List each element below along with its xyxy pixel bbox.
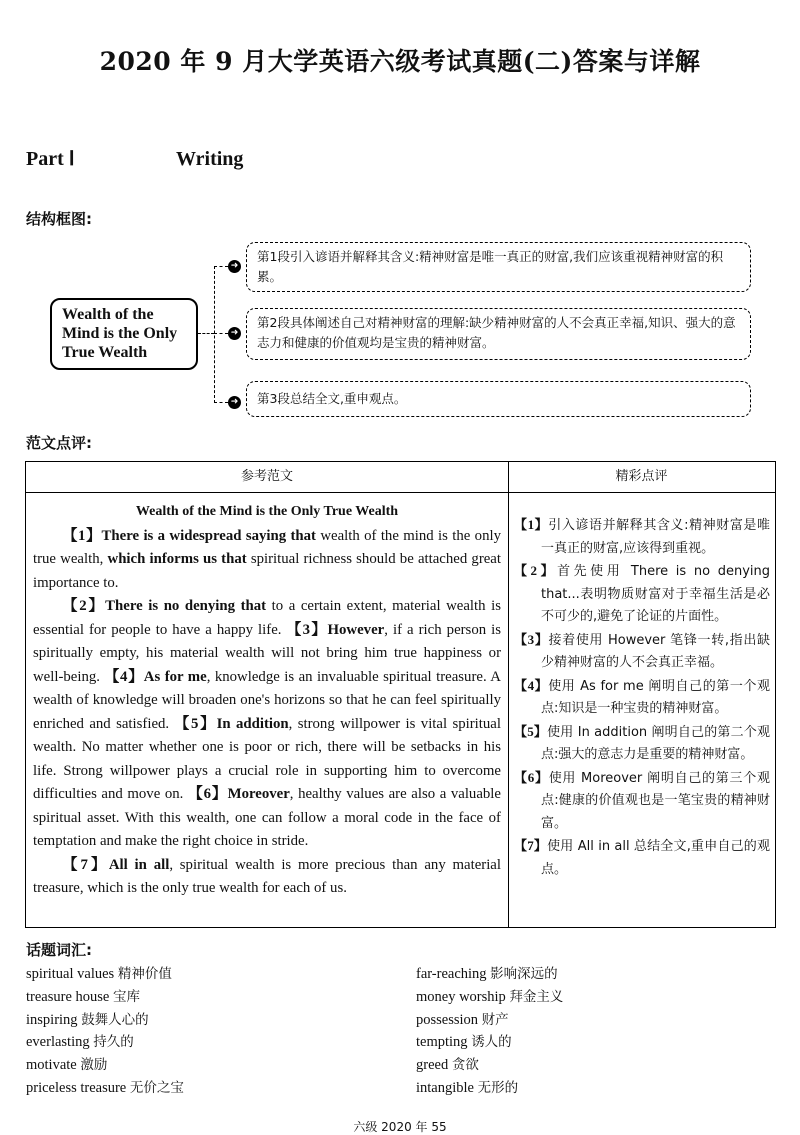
- column-header-comment: 精彩点评: [615, 469, 668, 484]
- essay-paragraph-3: 【7】All in all, spiritual wealth is more precious than any material treasure, which is the only true wealth for each of us.: [33, 856, 501, 896]
- vocab-item: treasure house 宝库: [26, 988, 140, 1005]
- structure-heading: 结构框图:: [26, 210, 92, 228]
- essay-title: Wealth of the Mind is the Only True Wealth: [135, 504, 399, 519]
- vocab-list-right: [416, 963, 563, 1100]
- column-header-essay: 参考范文: [240, 469, 293, 484]
- comment-item: 【2】首先使用 There is no denying that...表明物质财富对于幸福生活是必不可少的,避免了论证的片面性。: [514, 563, 770, 624]
- comment-item: 【3】接着使用 However 笔锋一转,指出缺少精神财富的人不会真正幸福。: [514, 631, 770, 670]
- center-topic-box: [50, 298, 198, 370]
- center-line: Mind is the Only: [62, 325, 178, 342]
- vocab-item: possession 财产: [416, 1011, 509, 1028]
- comment-list: [514, 514, 770, 881]
- vocab-item: intangible 无形的: [416, 1079, 519, 1096]
- vocab-item: far-reaching 影响深远的: [416, 966, 558, 982]
- arrow-icon: ➜: [228, 396, 241, 409]
- structure-diagram: [40, 236, 770, 426]
- vocab-item: priceless treasure 无价之宝: [26, 1079, 184, 1096]
- page-title: 2020 年 9 月大学英语六级考试真题(二)答案与详解: [99, 47, 701, 76]
- essay-paragraph-1: 【1】There is a widespread saying that wealth of the mind is the only true wealth, which informs us that spiritual richness should be attached great importance to.: [33, 527, 501, 591]
- vocab-item: spiritual values 精神价值: [26, 966, 172, 982]
- part-name: Writing: [176, 148, 244, 170]
- arrow-icon: ➜: [228, 260, 241, 273]
- comment-item: 【5】使用 In addition 阐明自己的第二个观点:强大的意志力是重要的精神财富。: [514, 723, 770, 762]
- center-line: True Wealth: [62, 344, 148, 361]
- branch-box-1: 第1段引入谚语并解释其含义:精神财富是唯一真正的财富,我们应该重视精神财富的积累。: [246, 242, 751, 292]
- vocab-heading: 话题词汇:: [26, 941, 92, 959]
- review-table: [25, 461, 776, 928]
- comment-item: 【6】使用 Moreover 阐明自己的第三个观点:健康的价值观也是一笔宝贵的精神财富。: [514, 769, 770, 831]
- branch-box-2: 第2段具体阐述自己对精神财富的理解:缺少精神财富的人不会真正幸福,知识、强大的意志力和健康的价值观均是宝贵的精神财富。: [246, 308, 751, 360]
- column-divider: [508, 462, 509, 927]
- arrow-icon: ➜: [228, 327, 241, 340]
- vocab-item: motivate 激励: [26, 1057, 108, 1074]
- connector-vertical: [214, 266, 215, 403]
- connector-horizontal: [214, 402, 228, 403]
- connector-horizontal: [198, 333, 214, 334]
- connector-horizontal: [214, 333, 228, 334]
- comment-item: 【4】使用 As for me 阐明自己的第一个观点:知识是一种宝贵的精神财富。: [514, 677, 770, 716]
- model-essay: [33, 500, 501, 901]
- vocab-item: inspiring 鼓舞人心的: [26, 1011, 149, 1028]
- vocab-list-left: [26, 963, 184, 1100]
- essay-paragraph-2: 【2】There is no denying that to a certain extent, material wealth is essential for people to have a happy life. 【3】However, if a rich person is spiritually empty, his material wealth will not bring him true happiness or well-being. 【4】As for me, knowledge is an invaluable spiritual treasure. A wealth of knowledge will broaden one's horizons so that he can feel spiritually enriched and satisfied. 【5】In addition, strong willpower is vital spiritual wealth. No matter whether one is poor or rich, there will be setbacks in his life. Strong willpower plays a crucial role in supporting him to overcome difficulties and move on. 【6】Moreover, healthy values are also a valuable spiritual asset. With this wealth, one can follow a moral code in the face of temptation and make the right choice in stride.: [33, 598, 502, 849]
- review-heading: 范文点评:: [26, 434, 92, 452]
- part-heading: [26, 146, 243, 171]
- vocab-item: tempting 诱人的: [416, 1034, 512, 1051]
- branch-box-3: 第3段总结全文,重申观点。: [246, 381, 751, 417]
- center-line: Wealth of the: [62, 306, 154, 323]
- comment-item: 【1】引入谚语并解释其含义:精神财富是唯一真正的财富,应该得到重视。: [514, 517, 770, 556]
- comment-item: 【7】使用 All in all 总结全文,重申自己的观点。: [514, 838, 770, 877]
- vocab-item: money worship 拜金主义: [416, 988, 564, 1005]
- vocab-item: everlasting 持久的: [26, 1034, 134, 1051]
- part-label: Part Ⅰ: [26, 148, 75, 170]
- page-footer: 六级 2020 年 55: [353, 1120, 447, 1134]
- connector-horizontal: [214, 266, 228, 267]
- vocab-item: greed 贪欲: [416, 1057, 479, 1074]
